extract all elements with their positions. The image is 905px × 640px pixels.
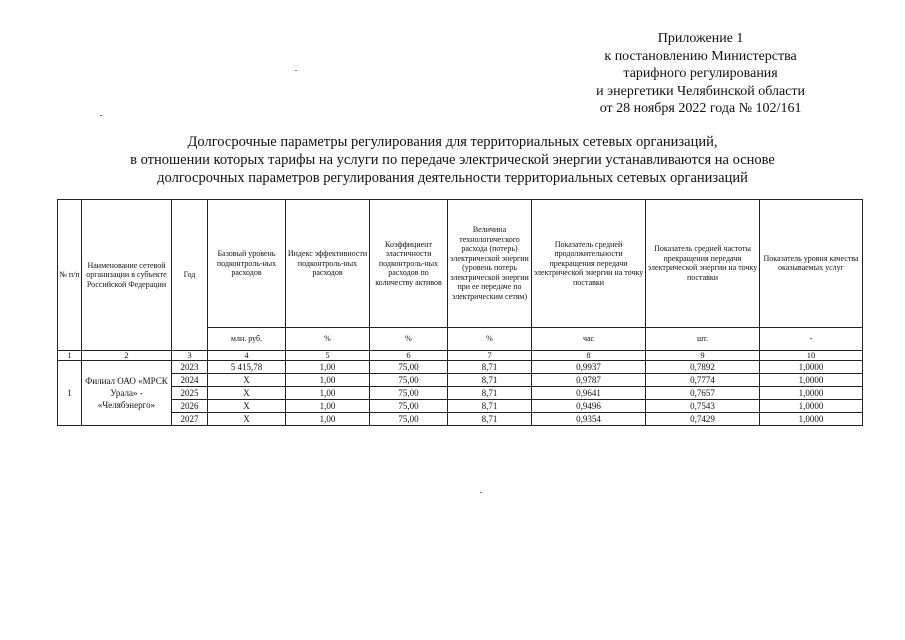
- parameters-table: [57, 199, 863, 426]
- cell-frequency: 0,7657: [646, 387, 760, 400]
- cell-index: 1,00: [286, 413, 370, 426]
- header-row: [58, 200, 863, 328]
- column-number: 1: [58, 351, 82, 361]
- appendix-line: от 28 ноября 2022 года № 102/161: [599, 101, 802, 116]
- cell-duration: 0,9641: [532, 387, 646, 400]
- cell-frequency: 0,7774: [646, 374, 760, 387]
- header-org: Наименование сетевой организации в субъекте Российской Федерации: [82, 200, 172, 351]
- cell-year: 2027: [172, 413, 208, 426]
- cell-coef: 75,00: [370, 387, 448, 400]
- cell-loss: 8,71: [448, 413, 532, 426]
- column-number: 4: [208, 351, 286, 361]
- cell-coef: 75,00: [370, 374, 448, 387]
- column-number: 9: [646, 351, 760, 361]
- column-number: 10: [760, 351, 863, 361]
- cell-duration: 0,9354: [532, 413, 646, 426]
- column-number: 3: [172, 351, 208, 361]
- header-num: № п/п: [58, 200, 82, 351]
- organization-name: Филиал ОАО «МРСК Урала» - «Челябэнерго»: [82, 361, 172, 426]
- header-base: Базовый уровень подконтроль-ных расходов: [208, 200, 286, 328]
- unit-loss: %: [448, 327, 532, 350]
- cell-coef: 75,00: [370, 413, 448, 426]
- cell-coef: 75,00: [370, 361, 448, 374]
- column-number: 8: [532, 351, 646, 361]
- cell-quality: 1,0000: [760, 374, 863, 387]
- cell-quality: 1,0000: [760, 413, 863, 426]
- column-number: 5: [286, 351, 370, 361]
- column-number: 6: [370, 351, 448, 361]
- title-line: долгосрочных параметров регулирования деятельности территориальных сетевых организаций: [157, 170, 748, 186]
- cell-year: 2023: [172, 361, 208, 374]
- cell-index: 1,00: [286, 387, 370, 400]
- header-frequency: Показатель средней частоты прекращения передачи электрической энергии на точку поставки: [646, 200, 760, 328]
- cell-duration: 0,9937: [532, 361, 646, 374]
- header-quality: Показатель уровня качества оказываемых услуг: [760, 200, 863, 328]
- unit-index: %: [286, 327, 370, 350]
- header-index: Индекс эффективности подконтроль-ных расходов: [286, 200, 370, 328]
- appendix-block: [596, 30, 805, 118]
- cell-loss: 8,71: [448, 374, 532, 387]
- table-row: [58, 413, 863, 426]
- table-row: [58, 387, 863, 400]
- cell-frequency: 0,7892: [646, 361, 760, 374]
- cell-year: 2025: [172, 387, 208, 400]
- title-line: в отношении которых тарифы на услуги по передаче электрической энергии устанавливаются на основе: [130, 152, 775, 168]
- cell-loss: 8,71: [448, 387, 532, 400]
- scan-speck: [480, 492, 482, 493]
- appendix-line: Приложение 1: [657, 31, 744, 46]
- cell-base: X: [208, 400, 286, 413]
- table-row: [58, 361, 863, 374]
- unit-frequency: шт.: [646, 327, 760, 350]
- cell-loss: 8,71: [448, 361, 532, 374]
- unit-coef: %: [370, 327, 448, 350]
- appendix-line: к постановлению Министерства: [604, 48, 797, 64]
- appendix-line: тарифного регулирования: [623, 66, 778, 81]
- title-line: Долгосрочные параметры регулирования для территориальных сетевых организаций,: [187, 134, 718, 150]
- scan-speck: [100, 115, 102, 116]
- cell-year: 2026: [172, 400, 208, 413]
- cell-frequency: 0,7429: [646, 413, 760, 426]
- cell-base: X: [208, 374, 286, 387]
- cell-index: 1,00: [286, 374, 370, 387]
- column-numbers-row: [58, 351, 863, 361]
- header-year: Год: [172, 200, 208, 351]
- table-row: [58, 400, 863, 413]
- column-number: 2: [82, 351, 172, 361]
- scan-speck: [295, 70, 297, 71]
- header-loss: Величина технологического расхода (потерь) электрической энергии (уровень потерь электрической энергии при ее передаче по электрическим сетям): [448, 200, 532, 328]
- column-number: 7: [448, 351, 532, 361]
- table-row: [58, 374, 863, 387]
- cell-duration: 0,9787: [532, 374, 646, 387]
- cell-loss: 8,71: [448, 400, 532, 413]
- cell-index: 1,00: [286, 361, 370, 374]
- cell-frequency: 0,7543: [646, 400, 760, 413]
- unit-quality: -: [760, 327, 863, 350]
- cell-index: 1,00: [286, 400, 370, 413]
- header-duration: Показатель средней продолжительности прекращения передачи электрической энергии на точку поставки: [532, 200, 646, 328]
- appendix-line: и энергетики Челябинской области: [596, 83, 805, 99]
- cell-base: 5 415,78: [208, 361, 286, 374]
- row-number: 1: [58, 361, 82, 426]
- header-coef: Коэффициент эластичности подконтроль-ных расходов по количеству активов: [370, 200, 448, 328]
- cell-quality: 1,0000: [760, 400, 863, 413]
- unit-duration: час: [532, 327, 646, 350]
- cell-quality: 1,0000: [760, 387, 863, 400]
- unit-base: млн. руб.: [208, 327, 286, 350]
- cell-base: X: [208, 387, 286, 400]
- cell-year: 2024: [172, 374, 208, 387]
- cell-duration: 0,9496: [532, 400, 646, 413]
- cell-quality: 1,0000: [760, 361, 863, 374]
- cell-base: X: [208, 413, 286, 426]
- cell-coef: 75,00: [370, 400, 448, 413]
- document-title: [0, 133, 905, 187]
